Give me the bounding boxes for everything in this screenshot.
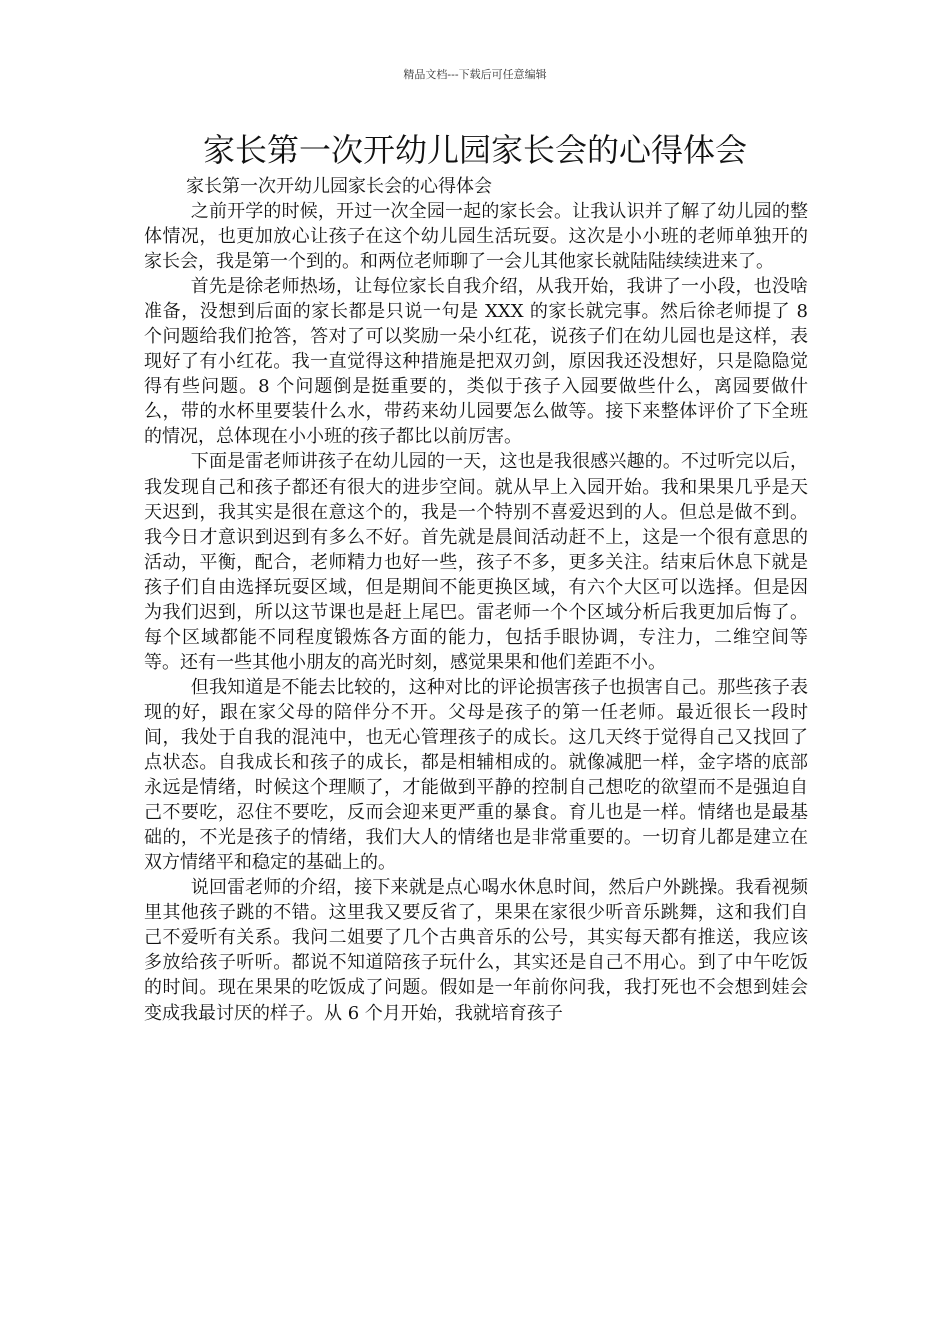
paragraph-1: 之前开学的时候，开过一次全园一起的家长会。让我认识并了解了幼儿园的整体情况，也更加放心让孩子在这个幼儿园生活玩耍。这次是小小班的老师单独开的家长会，我是第一个到的。和两位老师聊了一会儿其他家长就陆陆续续进来了。 [144, 201, 808, 273]
document-subtitle: 家长第一次开幼儿园家长会的心得体会 [186, 176, 492, 197]
paragraph-4: 但我知道是不能去比较的，这种对比的评论损害孩子也损害自己。那些孩子表现的好，跟在家父母的陪伴分不开。父母是孩子的第一任老师。最近很长一段时间，我处于自我的混沌中，也无心管理孩子的成长。这几天终于觉得自己又找回了点状态。自我成长和孩子的成长，都是相辅相成的。就像减肥一样，金字塔的底部永远是情绪，时候这个理顺了，才能做到平静的控制自己想吃的欲望而不是强迫自己不要吃，忍住不要吃，反而会迎来更严重的暴食。育儿也是一样。情绪也是最基础的，不光是孩子的情绪，我们大人的情绪也是非常重要的。一切育儿都是建立在双方情绪平和稳定的基础上的。 [144, 676, 808, 874]
header-note: 精品文档---下载后可任意编辑 [403, 68, 547, 81]
document-body [144, 199, 808, 1026]
document-title: 家长第一次开幼儿园家长会的心得体会 [202, 131, 747, 169]
paragraph-5: 说回雷老师的介绍，接下来就是点心喝水休息时间，然后户外跳操。我看视频里其他孩子跳的不错。这里我又要反省了，果果在家很少听音乐跳舞，这和我们自己不爱听有关系。我问二姐要了几个古典音乐的公号，其实每天都有推送，我应该多放给孩子听听。都说不知道陪孩子玩什么，其实还是自己不用心。到了中午吃饭的时间。现在果果的吃饭成了问题。假如是一年前你问我，我打死也不会想到娃会变成我最讨厌的样子。从 6 个月开始，我就培育孩子 [144, 877, 808, 1024]
paragraph-2: 首先是徐老师热场，让每位家长自我介绍，从我开始，我讲了一小段，也没啥准备，没想到后面的家长都是只说一句是 XXX 的家长就完事。然后徐老师提了 8 个问题给我们抢答，答对了可以奖励一朵小红花，说孩子们在幼儿园也是这样，表现好了有小红花。我一直觉得这种措施是把双刃剑，原因我还没想好，只是隐隐觉得有些问题。8 个问题倒是挺重要的，类似于孩子入园要做些什么，离园要做什么，带的水杯里要装什么水，带药来幼儿园要怎么做等。接下来整体评价了下全班的情况，总体现在小小班的孩子都比以前厉害。 [144, 276, 808, 448]
paragraph-3: 下面是雷老师讲孩子在幼儿园的一天，这也是我很感兴趣的。不过听完以后，我发现自己和孩子都还有很大的进步空间。就从早上入园开始。我和果果几乎是天天迟到，我其实是很在意这个的，我是一个特别不喜爱迟到的人。但总是做不到。我今日才意识到迟到有多么不好。首先就是晨间活动赶不上，这是一个很有意思的活动，平衡，配合，老师精力也好一些，孩子不多，更多关注。结束后休息下就是孩子们自由选择玩耍区域，但是期间不能更换区域，有六个大区可以选择。但是因为我们迟到，所以这节课也是赶上尾巴。雷老师一个个区域分析后我更加后悔了。每个区域都能不同程度锻炼各方面的能力，包括手眼协调，专注力，二维空间等等。还有一些其他小朋友的高光时刻，感觉果果和他们差距不小。 [144, 451, 808, 673]
